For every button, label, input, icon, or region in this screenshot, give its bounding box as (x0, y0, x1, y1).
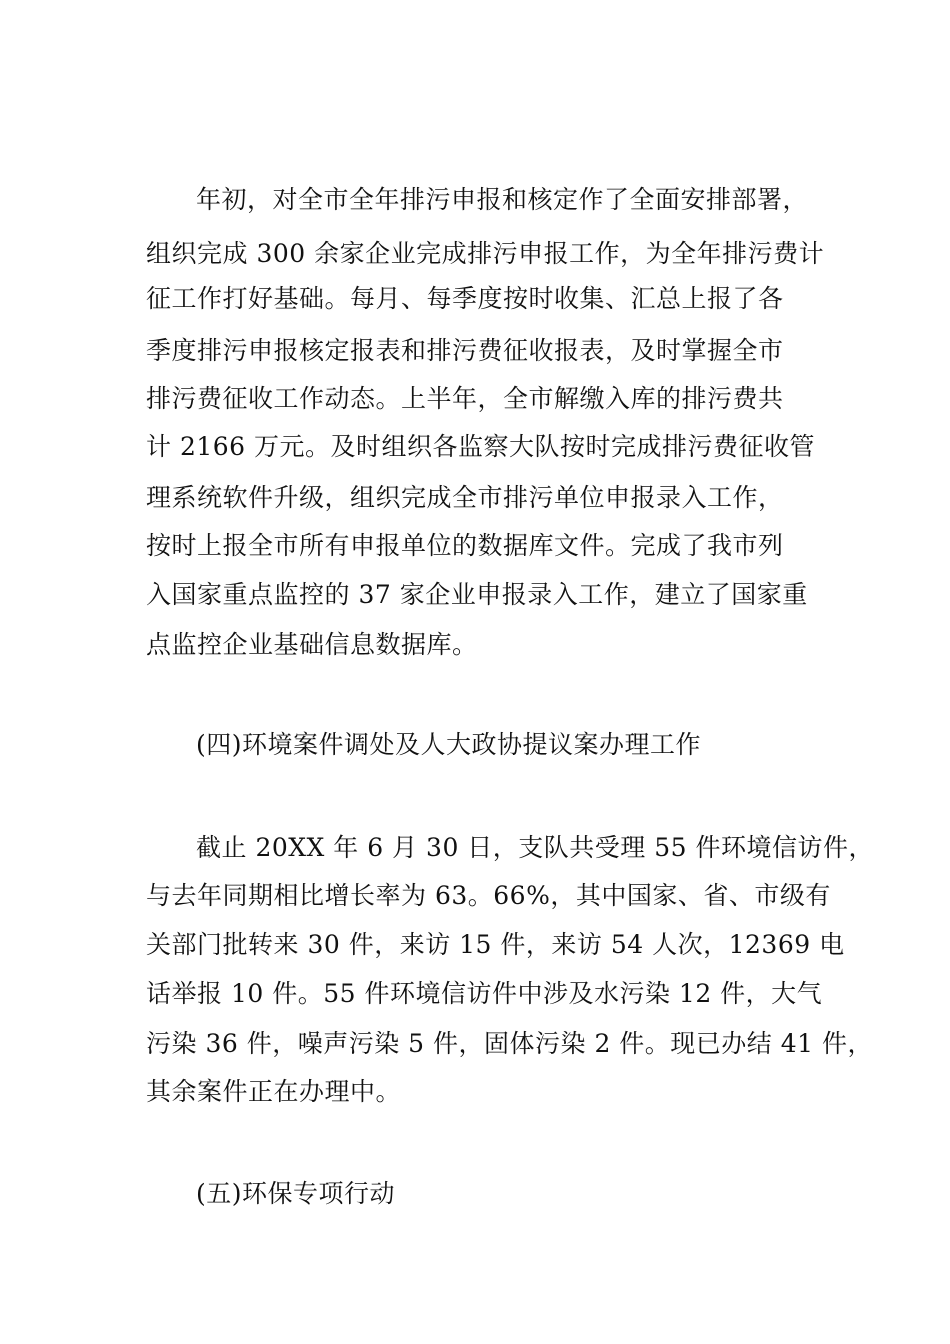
paragraph-line: 按时上报全市所有申报单位的数据库文件。完成了我市列 (146, 531, 784, 560)
paragraph-line: 污染 36 件，噪声污染 5 件，固体污染 2 件。现已办结 41 件， (146, 1029, 874, 1058)
paragraph-line: 理系统软件升级，组织完成全市排污单位申报录入工作， (146, 483, 784, 512)
paragraph-line: 征工作打好基础。每月、每季度按时收集、汇总上报了各 (146, 284, 784, 313)
paragraph-line: 其余案件正在办理中。 (146, 1077, 402, 1106)
paragraph-line: 计 2166 万元。及时组织各监察大队按时完成排污费征收管 (146, 432, 816, 461)
paragraph-line: 排污费征收工作动态。上半年，全市解缴入库的排污费共 (146, 384, 784, 413)
paragraph-line: 关部门批转来 30 件，来访 15 件，来访 54 人次，12369 电 (146, 930, 845, 959)
paragraph-line: 截止 20XX 年 6 月 30 日，支队共受理 55 件环境信访件， (196, 833, 875, 862)
paragraph-line: 与去年同期相比增长率为 63。66%，其中国家、省、市级有 (146, 881, 831, 910)
section-heading-4: (四)环境案件调处及人大政协提议案办理工作 (196, 730, 702, 759)
section-heading-5: (五)环保专项行动 (196, 1179, 396, 1208)
paragraph-line: 点监控企业基础信息数据库。 (146, 630, 478, 659)
paragraph-line: 季度排污申报核定报表和排污费征收报表，及时掌握全市 (146, 336, 784, 365)
paragraph-line: 话举报 10 件。55 件环境信访件中涉及水污染 12 件，大气 (146, 979, 823, 1008)
paragraph-line: 入国家重点监控的 37 家企业申报录入工作，建立了国家重 (146, 580, 808, 609)
paragraph-line: 组织完成 300 余家企业完成排污申报工作，为全年排污费计 (146, 239, 825, 268)
paragraph-line: 年初，对全市全年排污申报和核定作了全面安排部署， (196, 185, 809, 214)
